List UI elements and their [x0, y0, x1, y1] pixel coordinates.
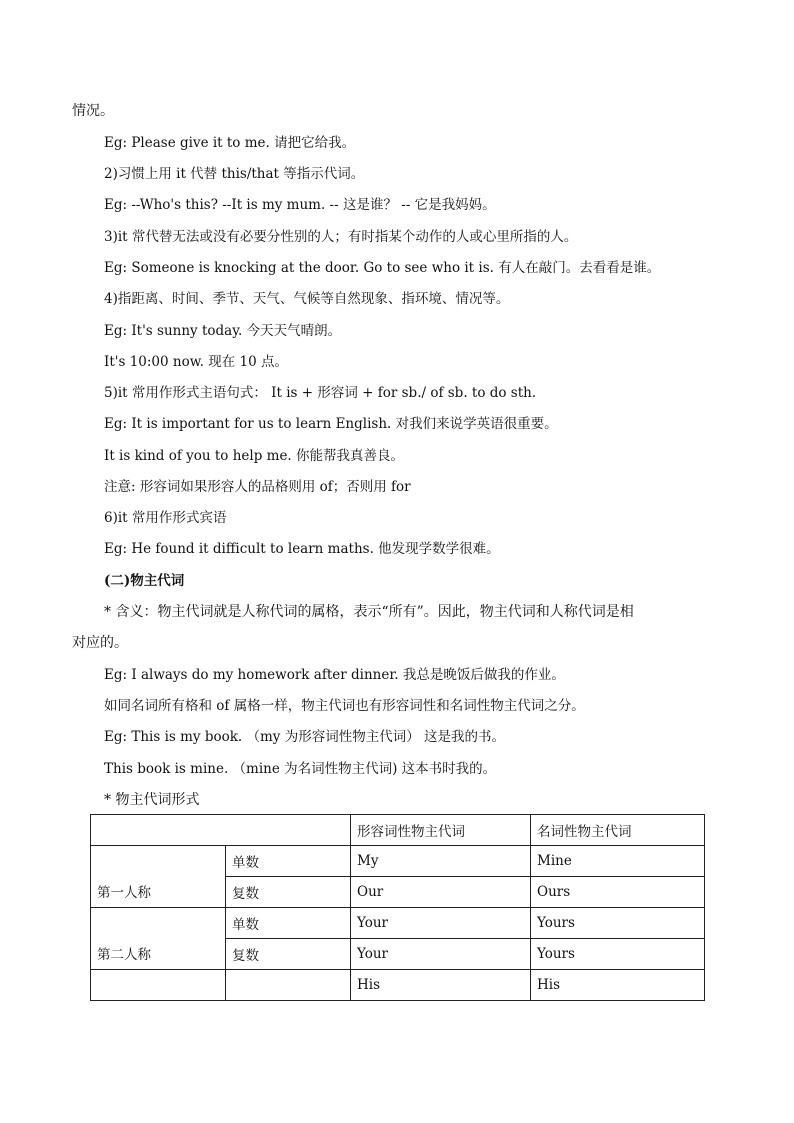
adjective-cell: His — [351, 970, 531, 1001]
paragraph-line: 情况。 — [72, 103, 114, 119]
example-line: Eg: I always do my homework after dinner. 我总是晚饭后做我的作业。 — [104, 667, 565, 683]
table-caption: * 物主代词形式 — [104, 792, 200, 808]
noun-cell: Mine — [531, 846, 705, 877]
example-line: Eg: This is my book. （my 为形容词性物主代词） 这是我的书。 — [104, 729, 505, 745]
rule-line: 4)指距离、时间、季节、天气、气候等自然现象、指环境、情况等。 — [104, 291, 510, 307]
section-heading: (二)物主代词 — [104, 573, 185, 589]
definition-line: 对应的。 — [72, 635, 128, 651]
header-cell: 名词性物主代词 — [531, 815, 705, 846]
person-cell — [91, 970, 226, 1001]
number-cell — [226, 970, 351, 1001]
rule-line: 5)it 常用作形式主语句式： It is + 形容词 + for sb./ of sb. to do sth. — [104, 385, 537, 401]
person-cell: 第二人称 — [91, 908, 226, 970]
header-cell: 形容词性物主代词 — [351, 815, 531, 846]
noun-cell: Yours — [531, 939, 705, 970]
paragraph-line: 如同名词所有格和 of 属格一样，物主代词也有形容词性和名词性物主代词之分。 — [104, 698, 585, 714]
table-row — [91, 846, 705, 877]
table-row — [91, 970, 705, 1001]
example-line: Eg: --Who's this? --It is my mum. -- 这是谁？ -- 它是我妈妈。 — [104, 197, 496, 213]
example-line: It's 10:00 now. 现在 10 点。 — [104, 354, 289, 370]
number-cell: 单数 — [226, 908, 351, 939]
adjective-cell: Your — [351, 939, 531, 970]
rule-line: 2)习惯上用 it 代替 this/that 等指示代词。 — [104, 166, 365, 182]
example-line: Eg: Please give it to me. 请把它给我。 — [104, 135, 356, 151]
possessive-pronoun-table — [90, 814, 705, 1001]
adjective-cell: Your — [351, 908, 531, 939]
number-cell: 单数 — [226, 846, 351, 877]
note-line: 注意: 形容词如果形容人的品格则用 of；否则用 for — [104, 479, 411, 495]
example-line: Eg: He found it difficult to learn maths. 他发现学数学很难。 — [104, 541, 500, 557]
number-cell: 复数 — [226, 877, 351, 908]
definition-line: * 含义：物主代词就是人称代词的属格，表示“所有”。因此，物主代词和人称代词是相 — [104, 604, 634, 620]
example-line: Eg: Someone is knocking at the door. Go to see who it is. 有人在敲门。去看看是谁。 — [104, 260, 661, 276]
noun-cell: Ours — [531, 877, 705, 908]
example-line: This book is mine. （mine 为名词性物主代词) 这本书时我的。 — [104, 761, 497, 777]
example-line: Eg: It's sunny today. 今天天气晴朗。 — [104, 323, 342, 339]
table-header-row — [91, 815, 705, 846]
noun-cell: Yours — [531, 908, 705, 939]
rule-line: 3)it 常代替无法或没有必要分性别的人；有时指某个动作的人或心里所指的人。 — [104, 229, 578, 245]
number-cell: 复数 — [226, 939, 351, 970]
header-cell — [91, 815, 351, 846]
adjective-cell: Our — [351, 877, 531, 908]
person-cell: 第一人称 — [91, 846, 226, 908]
rule-line: 6)it 常用作形式宾语 — [104, 510, 227, 526]
adjective-cell: My — [351, 846, 531, 877]
example-line: Eg: It is important for us to learn English. 对我们来说学英语很重要。 — [104, 416, 558, 432]
noun-cell: His — [531, 970, 705, 1001]
table-row — [91, 908, 705, 939]
example-line: It is kind of you to help me. 你能帮我真善良。 — [104, 448, 405, 464]
